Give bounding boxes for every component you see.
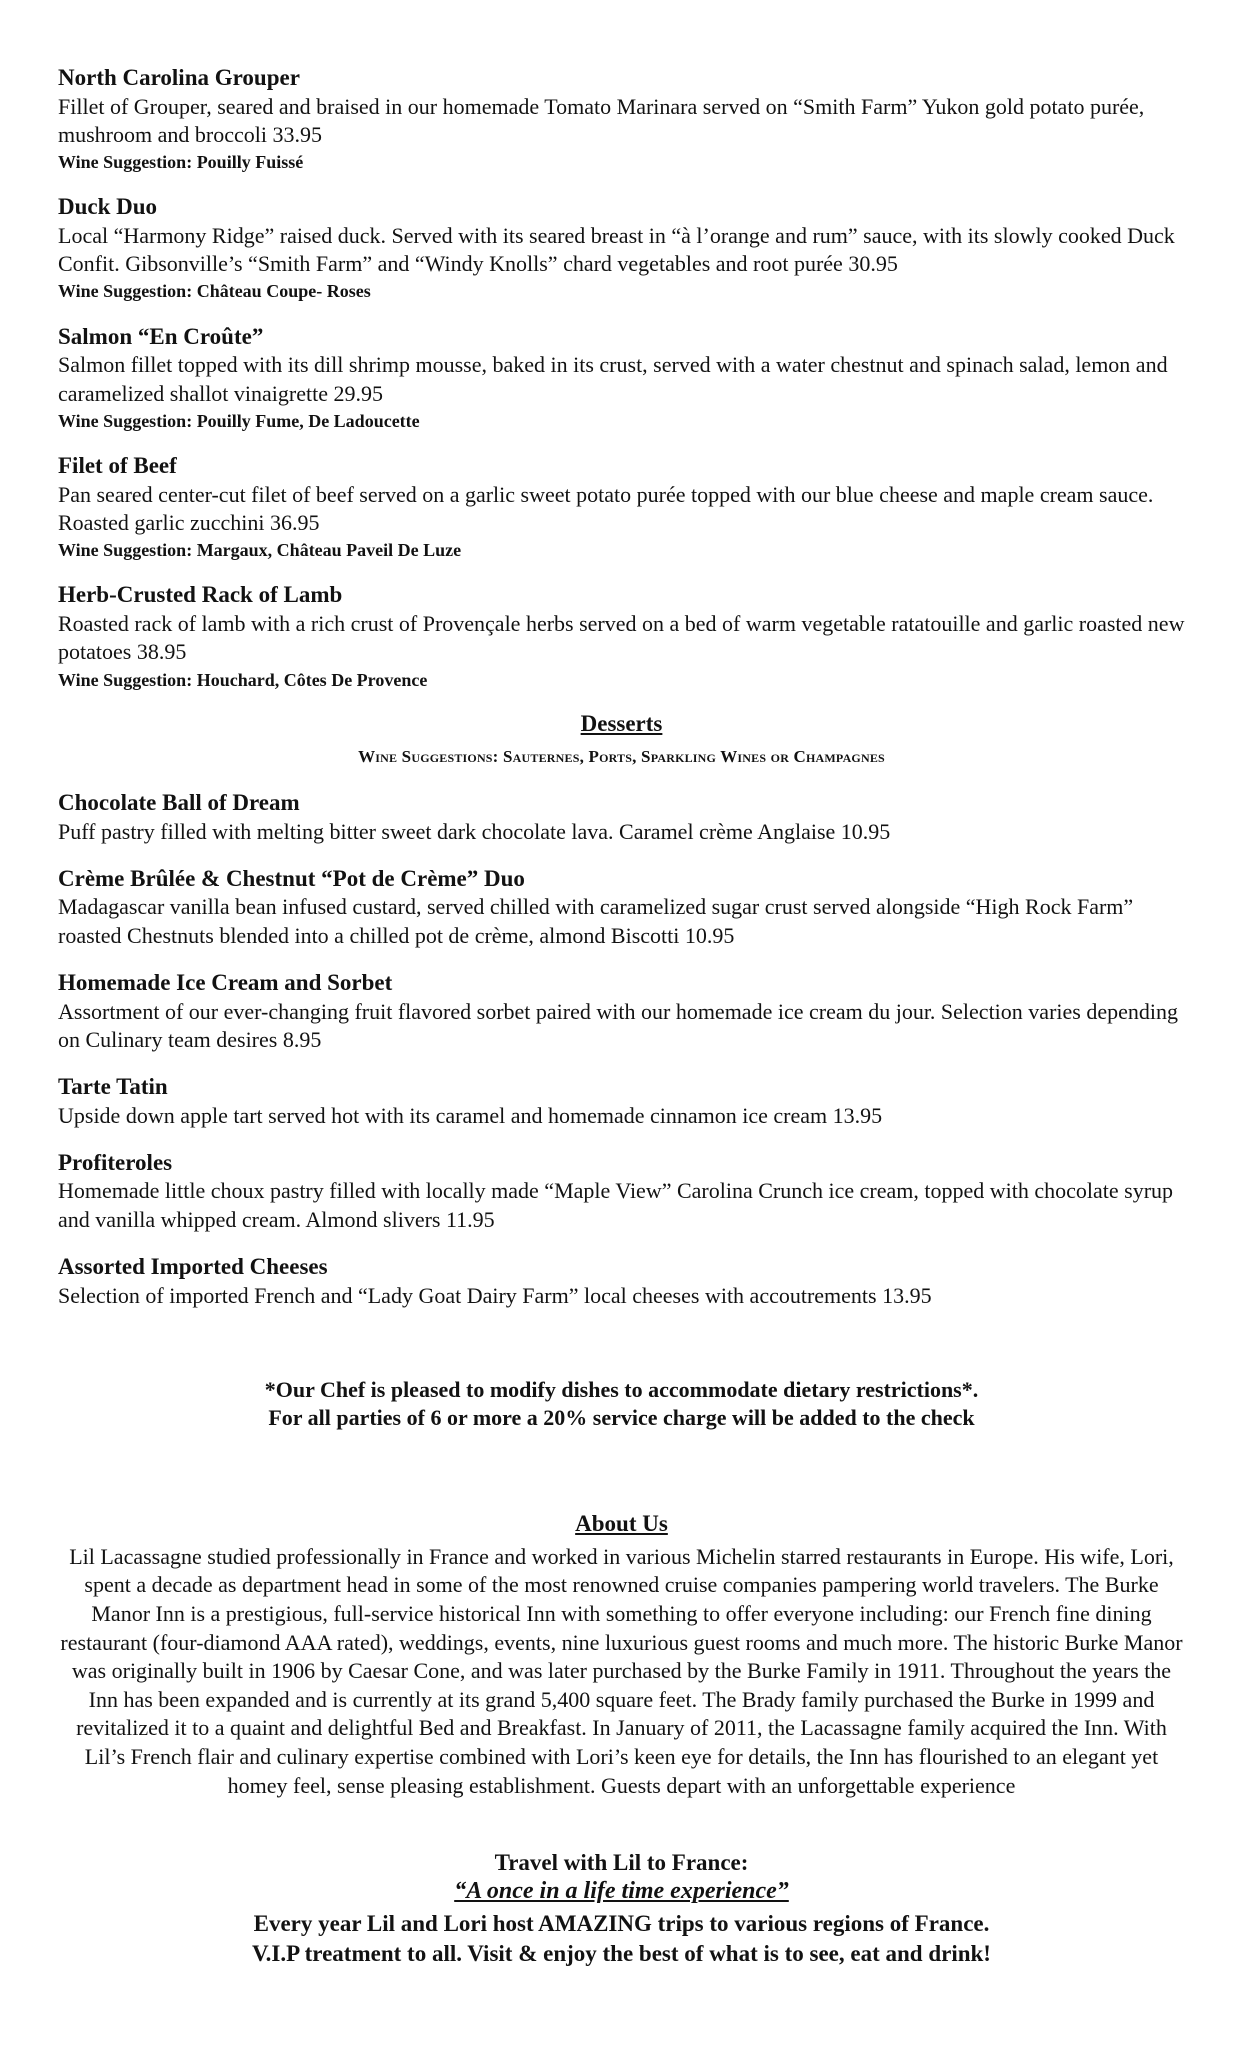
dish-description: Roasted rack of lamb with a rich crust of Provençale herbs served on a bed of warm vegetable ratatouille and garlic roasted new potatoes 38.95 xyxy=(58,611,1185,665)
menu-item-rack-of-lamb xyxy=(58,581,1185,691)
dish-name: Tarte Tatin xyxy=(58,1073,168,1099)
dish-description: Salmon fillet topped with its dill shrimp mousse, baked in its crust, served with a water chestnut and spinach salad, lemon and caramelized shallot vinaigrette 29.95 xyxy=(58,352,1168,406)
travel-detail-2: V.I.P treatment to all. Visit & enjoy the best of what is to see, eat and drink! xyxy=(252,1941,991,1967)
travel-tagline: “A once in a life time experience” xyxy=(454,1878,789,1905)
service-charge-note: For all parties of 6 or more a 20% service charge will be added to the check xyxy=(268,1405,975,1431)
wine-suggestion: Wine Suggestion: Houchard, Côtes De Provence xyxy=(58,669,428,690)
dish-description: Homemade little choux pastry filled with locally made “Maple View” Carolina Crunch ice cream, topped with chocolate syrup and vanilla whipped cream. Almond slivers 11.95 xyxy=(58,1178,1174,1232)
dish-description: Pan seared center-cut filet of beef served on a garlic sweet potato purée topped with our blue cheese and maple cream sauce. Roasted garlic zucchini 36.95 xyxy=(58,481,1154,535)
dish-name: Crème Brûlée & Chestnut “Pot de Crème” Duo xyxy=(58,865,525,891)
travel-section xyxy=(58,1850,1185,1969)
menu-item-imported-cheeses xyxy=(58,1253,1185,1310)
about-us-body: Lil Lacassagne studied professionally in France and worked in various Michelin starred restaurants in Europe. His wife, Lori, spent a decade as department head in some of the most renowned cruise companies pampering world travelers. The Burke Manor Inn is a prestigious, full-service historical Inn with something to offer everyone including: our French fine dining restaurant (four-diamond AAA rated), weddings, events, nine luxurious guest rooms and much more. The historic Burke Manor was originally built in 1906 by Caesar Cone, and was later purchased by the Burke Family in 1911. Throughout the years the Inn has been expanded and is currently at its grand 5,400 square feet. The Brady family purchased the Burke in 1999 and revitalized it to a quaint and delightful Bed and Breakfast. In January of 2011, the Lacassagne family acquired the Inn. With Lil’s French flair and culinary expertise combined with Lori’s keen eye for details, the Inn has flourished to an elegant yet homey feel, sense pleasing establishment. Guests depart with an unforgettable experience xyxy=(60,1543,1183,1798)
wine-suggestion: Wine Suggestion: Château Coupe- Roses xyxy=(58,281,371,302)
dish-name: Assorted Imported Cheeses xyxy=(58,1253,328,1279)
dish-name: Homemade Ice Cream and Sorbet xyxy=(58,969,393,995)
desserts-section-title: Desserts xyxy=(580,710,663,736)
wine-suggestion: Wine Suggestion: Margaux, Château Paveil De Luze xyxy=(58,540,462,561)
dish-description: Assortment of our ever-changing fruit flavored sorbet paired with our homemade ice cream du jour. Selection varies depending on Culinary team desires 8.95 xyxy=(58,998,1178,1052)
wine-suggestion: Wine Suggestion: Pouilly Fuissé xyxy=(58,152,304,173)
menu-item-salmon xyxy=(58,323,1185,433)
menu-item-filet-of-beef xyxy=(58,452,1185,562)
menu-item-ice-cream-sorbet xyxy=(58,969,1185,1054)
menu-item-duck-duo xyxy=(58,193,1185,303)
dish-description: Upside down apple tart served hot with its caramel and homemade cinnamon ice cream 13.95 xyxy=(58,1102,883,1128)
dish-name: North Carolina Grouper xyxy=(58,65,300,90)
about-us-title: About Us xyxy=(575,1510,668,1536)
menu-item-creme-brulee-duo xyxy=(58,865,1185,950)
dietary-note: *Our Chef is pleased to modify dishes to accommodate dietary restrictions*. xyxy=(264,1376,979,1402)
dish-description: Local “Harmony Ridge” raised duck. Served with its seared breast in “à l’orange and rum” sauce, with its slowly cooked Duck Confit. Gibsonville’s “Smith Farm” and “Windy Knolls” chard vegetables and root purée 30.95 xyxy=(58,223,1175,277)
dish-description: Puff pastry filled with melting bitter sweet dark chocolate lava. Caramel crème Anglaise 10.95 xyxy=(58,818,891,844)
dish-name: Chocolate Ball of Dream xyxy=(58,789,300,815)
dish-description: Madagascar vanilla bean infused custard, served chilled with caramelized sugar crust served alongside “High Rock Farm” roasted Chestnuts blended into a chilled pot de crème, almond Biscotti 10.95 xyxy=(58,894,1134,948)
about-us-section xyxy=(58,1511,1185,1800)
dietary-service-notes xyxy=(58,1376,1185,1433)
travel-heading: Travel with Lil to France: xyxy=(494,1850,749,1876)
dish-description: Fillet of Grouper, seared and braised in our homemade Tomato Marinara served on “Smith Farm” Yukon gold potato purée, mushroom and broccoli 33.95 xyxy=(58,93,1145,147)
dish-name: Herb-Crusted Rack of Lamb xyxy=(58,582,343,608)
menu-item-profiteroles xyxy=(58,1149,1185,1234)
menu-item-chocolate-ball xyxy=(58,789,1185,846)
dish-name: Profiteroles xyxy=(58,1149,173,1175)
wine-suggestion: Wine Suggestion: Pouilly Fume, De Ladoucette xyxy=(58,410,420,431)
travel-detail-1: Every year Lil and Lori host AMAZING trips to various regions of France. xyxy=(253,1911,990,1937)
dish-name: Filet of Beef xyxy=(58,453,177,479)
desserts-wine-note: Wine Suggestions: Sauternes, Ports, Sparkling Wines or Champagnes xyxy=(358,746,885,766)
dish-name: Salmon “En Croûte” xyxy=(58,323,264,349)
menu-item-tarte-tatin xyxy=(58,1073,1185,1130)
menu-item-grouper xyxy=(58,64,1185,174)
dish-name: Duck Duo xyxy=(58,194,158,220)
dish-description: Selection of imported French and “Lady Goat Dairy Farm” local cheeses with accoutrements 13.95 xyxy=(58,1282,932,1308)
